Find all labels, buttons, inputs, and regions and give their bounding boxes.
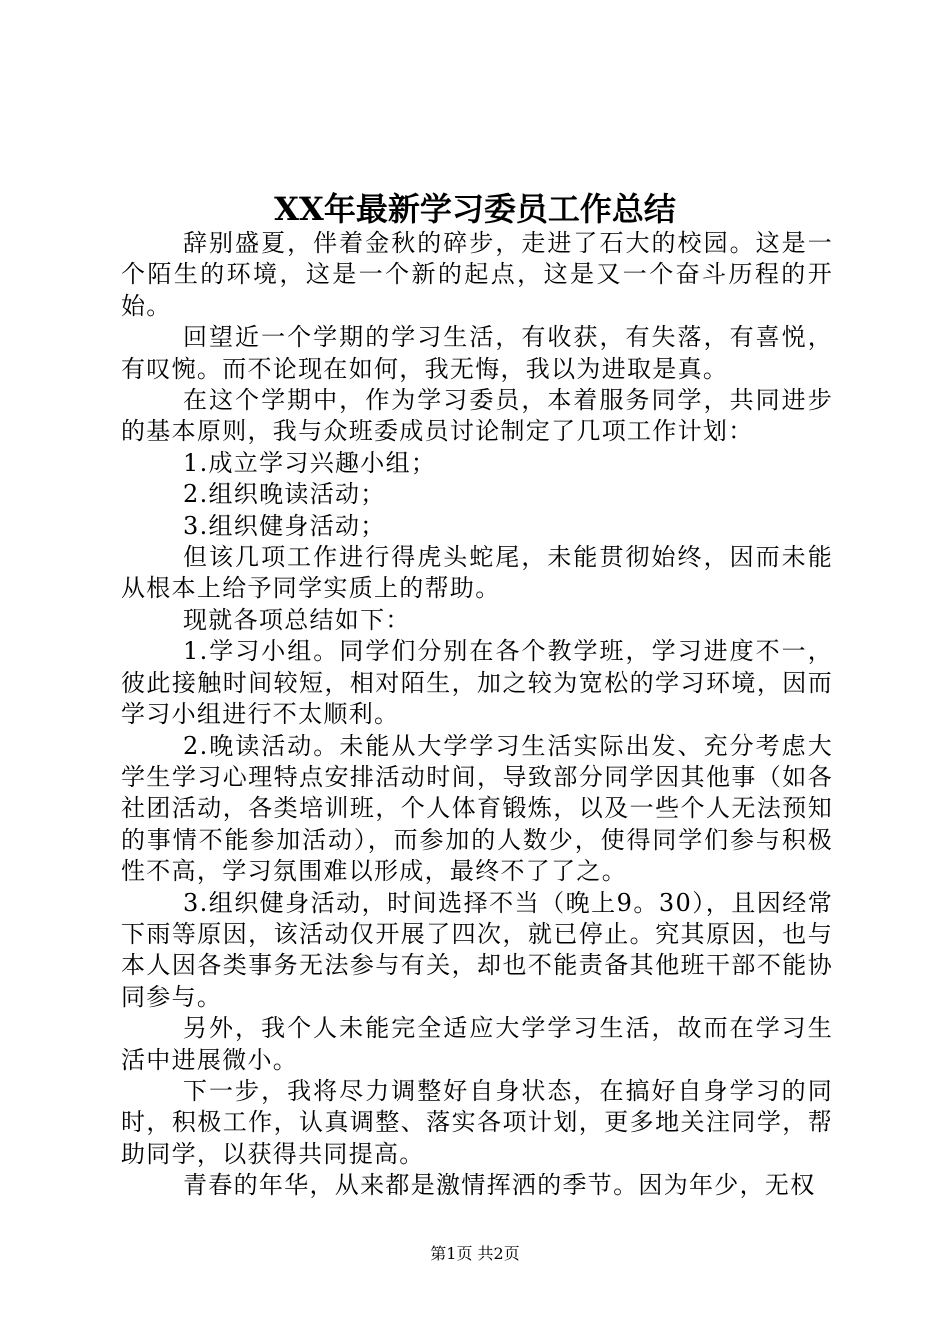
plan-item: 1.成立学习兴趣小组；: [183, 448, 437, 477]
paragraph: 回望近一个学期的学习生活，有收获，有失落，有喜悦，有叹惋。而不论现在如何，我无悔，我以为进取是真。: [121, 323, 833, 383]
summary-item: 2.晚读活动。未能从大学学习生活实际出发、充分考虑大学生学习心理特点安排活动时间，导致部分同学因其他事（如各社团活动，各类培训班，个人体育锻炼，以及一些个人无法预知的事情不能参加活动），而参加的人数少，使得同学们参与积极性不高，学习氛围难以形成，最终不了了之。: [121, 731, 833, 886]
document-body: [121, 228, 833, 1202]
plan-item: 2.组织晚读活动；: [183, 480, 386, 509]
paragraph: 另外，我个人未能完全适应大学学习生活，故而在学习生活中进展微小。: [121, 1014, 833, 1074]
paragraph: 青春的年华，从来都是激情挥洒的季节。因为年少，无权: [183, 1171, 816, 1200]
document-title: XX年最新学习委员工作总结: [274, 190, 676, 228]
page-number: 第1页: [430, 1244, 473, 1263]
summary-item: 3.组织健身活动，时间选择不当（晚上9。30），且因经常下雨等原因，该活动仅开展了四次，就已停止。究其原因，也与本人因各类事务无法参与有关，却也不能责备其他班干部不能协同参与。: [121, 888, 833, 1011]
paragraph: 在这个学期中，作为学习委员，本着服务同学，共同进步的基本原则，我与众班委成员讨论制定了几项工作计划：: [121, 386, 833, 446]
summary-item: 1.学习小组。同学们分别在各个教学班，学习进度不一，彼此接触时间较短，相对陌生，加之较为宽松的学习环境，因而学习小组进行不太顺利。: [121, 637, 833, 729]
paragraph: 但该几项工作进行得虎头蛇尾，未能贯彻始终，因而未能从根本上给予同学实质上的帮助。: [121, 543, 833, 603]
page-footer: [0, 1243, 950, 1265]
paragraph: 现就各项总结如下：: [183, 605, 411, 634]
plan-item: 3.组织健身活动；: [183, 511, 386, 540]
paragraph: 辞别盛夏，伴着金秋的碎步，走进了石大的校园。这是一个陌生的环境，这是一个新的起点，这是又一个奋斗历程的开始。: [121, 229, 833, 320]
page-total: 共2页: [477, 1244, 520, 1263]
paragraph: 下一步，我将尽力调整好自身状态，在搞好自身学习的同时，积极工作，认真调整、落实各项计划，更多地关注同学，帮助同学，以获得共同提高。: [121, 1076, 833, 1168]
